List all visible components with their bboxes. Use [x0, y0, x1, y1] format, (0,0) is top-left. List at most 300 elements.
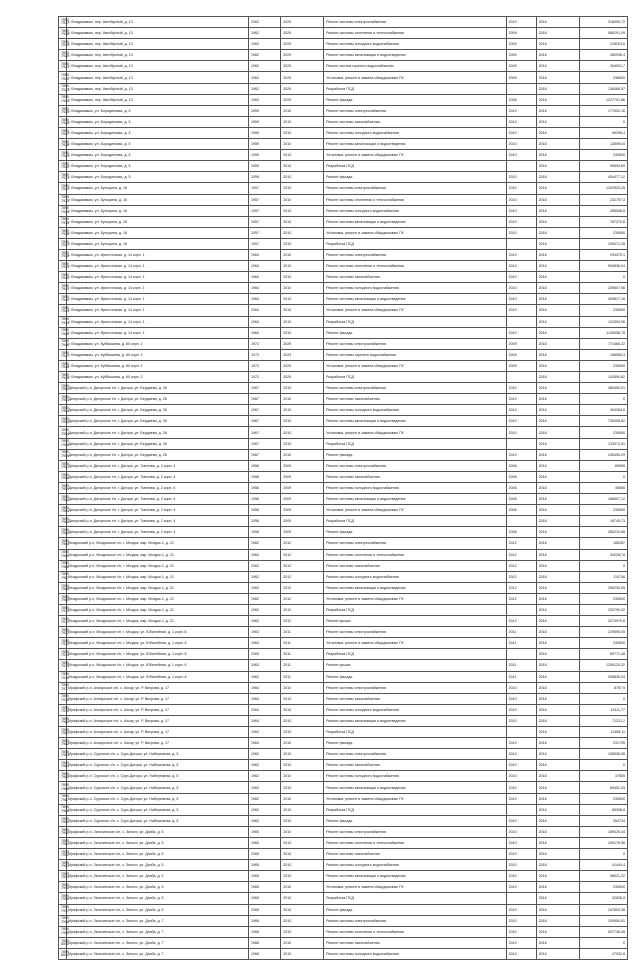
- build-year-cell: 1962: [249, 94, 281, 105]
- plan-year-cell: 2016: [536, 837, 579, 848]
- row-id-cell: 7890 7960: [59, 494, 67, 505]
- table-row: [59, 693, 628, 704]
- work-type-cell: Ремонт системы отопления и теплоснабжения: [324, 28, 507, 39]
- work-type-cell: Ремонт системы холодного водоснабжения: [324, 860, 507, 871]
- plan-start-cell: [506, 316, 536, 327]
- last-repair-year-cell: 2010: [281, 272, 324, 283]
- plan-year-cell: 2016: [536, 860, 579, 871]
- work-type-cell: Ремонт системы холодного водоснабжения: [324, 283, 507, 294]
- work-type-cell: Ремонт системы электроснабжения: [324, 826, 507, 837]
- build-year-cell: 1962: [249, 50, 281, 61]
- table-row: [59, 471, 628, 482]
- table-row: [59, 860, 628, 871]
- build-year-cell: 1965: [249, 860, 281, 871]
- work-type-cell: Ремонт системы холодного водоснабжения: [324, 482, 507, 493]
- last-repair-year-cell: 2029: [281, 372, 324, 383]
- build-year-cell: 1959: [249, 172, 281, 183]
- plan-year-cell: 2016: [536, 449, 579, 460]
- row-id-cell: 7890 7958: [59, 471, 67, 482]
- table-row: [59, 882, 628, 893]
- plan-start-cell: 2010: [506, 704, 536, 715]
- cost-cell: 0: [579, 849, 627, 860]
- address-cell: Ирафский р-н, Сурхское с/п, с. Сурх-Дигора, ул. Набережная, д. 5: [66, 815, 249, 826]
- cost-cell: 41444,4: [579, 860, 627, 871]
- plan-year-cell: 2016: [536, 804, 579, 815]
- address-cell: Дигорский р-н, Дигорское г/п, г. Дигора, ул. Бердиева, д. 26: [66, 427, 249, 438]
- plan-start-cell: 2010: [506, 782, 536, 793]
- plan-year-cell: 2016: [536, 139, 579, 150]
- plan-start-cell: 2011: [506, 660, 536, 671]
- row-id-cell: 7890 7969: [59, 593, 67, 604]
- work-type-cell: Ремонт системы газоснабжения: [324, 272, 507, 283]
- plan-start-cell: 2010: [506, 793, 536, 804]
- address-cell: Дигорский р-н, Дигорское г/п, г. Дигора, ул. Тменова, д. 2 корп. 4: [66, 460, 249, 471]
- build-year-cell: 1962: [249, 549, 281, 560]
- work-type-cell: Ремонт фасада: [324, 738, 507, 749]
- plan-year-cell: 2016: [536, 105, 579, 116]
- row-id-cell: 7890 7970: [59, 604, 67, 615]
- row-id-cell: 7890 7964: [59, 538, 67, 549]
- build-year-cell: 1965: [249, 826, 281, 837]
- table-row: [59, 161, 628, 172]
- work-type-cell: Разработка ПСД: [324, 83, 507, 94]
- work-type-cell: Ремонт системы электроснабжения: [324, 17, 507, 28]
- row-id-cell: 7890 7972: [59, 627, 67, 638]
- cost-cell: 280210,88: [579, 527, 627, 538]
- plan-year-cell: 2016: [536, 261, 579, 272]
- table-row: [59, 904, 628, 915]
- last-repair-year-cell: 2011: [281, 660, 324, 671]
- last-repair-year-cell: 2010: [281, 172, 324, 183]
- last-repair-year-cell: 2010: [281, 316, 324, 327]
- row-id-cell: 7890 7927: [59, 127, 67, 138]
- plan-start-cell: 2010: [506, 227, 536, 238]
- address-cell: г. Владикавказ, ул. Иристонская, д. 14 корп. 1: [66, 316, 249, 327]
- plan-year-cell: 2016: [536, 405, 579, 416]
- plan-year-cell: 2016: [536, 349, 579, 360]
- cost-cell: 264734: [579, 815, 627, 826]
- cost-cell: 1227701,86: [579, 94, 627, 105]
- work-type-cell: Разработка ПСД: [324, 161, 507, 172]
- table-row: [59, 593, 628, 604]
- cost-cell: 32836,9: [579, 893, 627, 904]
- work-type-cell: Ремонт системы канализации и водоотведения: [324, 582, 507, 593]
- cost-cell: 128594,6: [579, 139, 627, 150]
- plan-start-cell: 2010: [506, 194, 536, 205]
- address-cell: Ирафский р-н, Зильгинское с/п, с. Зильги, ул. Дзиба, д. 5: [66, 860, 249, 871]
- last-repair-year-cell: 2029: [281, 94, 324, 105]
- plan-start-cell: 2010: [506, 294, 536, 305]
- work-type-cell: Ремонт системы электроснабжения: [324, 749, 507, 760]
- cost-cell: 89771,48: [579, 649, 627, 660]
- table-row: [59, 238, 628, 249]
- cost-cell: 220790,02: [579, 604, 627, 615]
- cost-cell: 0: [579, 471, 627, 482]
- plan-start-cell: 2011: [506, 638, 536, 649]
- address-cell: г. Владикавказ, ул. Бородинская, д. 5: [66, 116, 249, 127]
- address-cell: Дигорский р-н, Дигорское г/п, г. Дигора, ул. Тменова, д. 2 корп. 4: [66, 471, 249, 482]
- plan-start-cell: 2006: [506, 460, 536, 471]
- table-row: [59, 28, 628, 39]
- address-cell: г. Владикавказ, пер. Автобусный, д. 13: [66, 39, 249, 50]
- last-repair-year-cell: 2010: [281, 782, 324, 793]
- last-repair-year-cell: 2010: [281, 948, 324, 959]
- build-year-cell: 1957: [249, 205, 281, 216]
- build-year-cell: 1963: [249, 627, 281, 638]
- work-type-cell: Ремонт крыши: [324, 616, 507, 627]
- plan-start-cell: [506, 727, 536, 738]
- address-cell: Ирафский р-н, Зильгинское с/п, с. Зильги, ул. Дзиба, д. 7: [66, 915, 249, 926]
- table-row: [59, 893, 628, 904]
- last-repair-year-cell: 2012: [281, 582, 324, 593]
- table-row: [59, 727, 628, 738]
- build-year-cell: 1967: [249, 416, 281, 427]
- plan-start-cell: [506, 516, 536, 527]
- cost-cell: 65605: [579, 460, 627, 471]
- plan-year-cell: 2016: [536, 671, 579, 682]
- row-id-cell: 7890 7978: [59, 693, 67, 704]
- last-repair-year-cell: 2029: [281, 50, 324, 61]
- work-type-cell: Ремонт системы холодного водоснабжения: [324, 405, 507, 416]
- build-year-cell: 1962: [249, 593, 281, 604]
- address-cell: г. Владикавказ, пер. Автобусный, д. 13: [66, 72, 249, 83]
- table-row: [59, 127, 628, 138]
- build-year-cell: 1957: [249, 216, 281, 227]
- work-type-cell: Установка, ремонт и замена общедомовых ПУ: [324, 882, 507, 893]
- build-year-cell: 1957: [249, 227, 281, 238]
- table-row: [59, 205, 628, 216]
- cost-cell: 230600: [579, 360, 627, 371]
- build-year-cell: 1962: [249, 604, 281, 615]
- plan-year-cell: 2016: [536, 116, 579, 127]
- work-type-cell: Ремонт системы отопления и теплоснабжения: [324, 837, 507, 848]
- address-cell: Ирафский р-н, Зильгинское с/п, с. Зильги, ул. Дзиба, д. 7: [66, 926, 249, 937]
- table-row: [59, 915, 628, 926]
- last-repair-year-cell: 2010: [281, 937, 324, 948]
- row-id-cell: 7890 7967: [59, 571, 67, 582]
- table-row: [59, 871, 628, 882]
- plan-year-cell: 2016: [536, 760, 579, 771]
- build-year-cell: 1964: [249, 283, 281, 294]
- table-row: [59, 738, 628, 749]
- address-cell: г. Владикавказ, ул. Бородинская, д. 5: [66, 105, 249, 116]
- table-row: [59, 39, 628, 50]
- address-cell: г. Владикавказ, ул. Куйбышева, д. 60 корп. 2: [66, 372, 249, 383]
- plan-start-cell: 2012: [506, 571, 536, 582]
- table-row: [59, 604, 628, 615]
- last-repair-year-cell: 2010: [281, 394, 324, 405]
- table-row: [59, 538, 628, 549]
- build-year-cell: 1962: [249, 28, 281, 39]
- address-cell: Моздокский р-н, Моздокское г/п, г. Моздок, мкр. Моздок-1, д. 21: [66, 593, 249, 604]
- build-year-cell: 1959: [249, 139, 281, 150]
- work-type-cell: Разработка ПСД: [324, 649, 507, 660]
- cost-cell: 177602,16: [579, 105, 627, 116]
- cost-cell: 230600: [579, 638, 627, 649]
- address-cell: Дигорский р-н, Дигорское г/п, г. Дигора, ул. Бердиева, д. 26: [66, 438, 249, 449]
- cost-cell: 0: [579, 937, 627, 948]
- last-repair-year-cell: 2029: [281, 338, 324, 349]
- work-type-cell: Ремонт системы канализации и водоотведения: [324, 715, 507, 726]
- row-id-cell: 7890 7932: [59, 183, 67, 194]
- address-cell: Моздокский р-н, Моздокское г/п, г. Моздок, мкр. Моздок-1, д. 21: [66, 549, 249, 560]
- row-id-cell: 7890 7948: [59, 360, 67, 371]
- build-year-cell: 1965: [249, 837, 281, 848]
- cost-cell: 0: [579, 272, 627, 283]
- row-id-cell: 7890 7966: [59, 560, 67, 571]
- table-row: [59, 482, 628, 493]
- build-year-cell: 1962: [249, 771, 281, 782]
- work-type-cell: Ремонт системы электроснабжения: [324, 383, 507, 394]
- plan-year-cell: 2016: [536, 94, 579, 105]
- address-cell: Ирафский р-н, Ахсаухское с/п, с. Ахсау, ул. Р. Вихрова, д. 17: [66, 693, 249, 704]
- row-id-cell: 7890 7931: [59, 172, 67, 183]
- plan-start-cell: 2010: [506, 937, 536, 948]
- build-year-cell: 1964: [249, 693, 281, 704]
- last-repair-year-cell: 2010: [281, 449, 324, 460]
- row-id-cell: 7890 7951: [59, 394, 67, 405]
- table-row: [59, 116, 628, 127]
- last-repair-year-cell: 2010: [281, 715, 324, 726]
- last-repair-year-cell: 2010: [281, 139, 324, 150]
- build-year-cell: 1956: [249, 494, 281, 505]
- plan-start-cell: 2006: [506, 94, 536, 105]
- plan-start-cell: 2009: [506, 50, 536, 61]
- cost-cell: 209950,81: [579, 915, 627, 926]
- row-id-cell: 7890 7980: [59, 715, 67, 726]
- cost-cell: 396836,04: [579, 671, 627, 682]
- cost-cell: 247853,38: [579, 904, 627, 915]
- plan-year-cell: 2016: [536, 39, 579, 50]
- plan-start-cell: 2009: [506, 338, 536, 349]
- row-id-cell: 7890 8000: [59, 937, 67, 948]
- plan-start-cell: 2010: [506, 915, 536, 926]
- address-cell: г. Владикавказ, ул. Бутырина, д. 16: [66, 216, 249, 227]
- row-id-cell: 7890 7982: [59, 738, 67, 749]
- address-cell: Ирафский р-н, Зильгинское с/п, с. Зильги, ул. Дзиба, д. 5: [66, 904, 249, 915]
- plan-year-cell: 2016: [536, 693, 579, 704]
- plan-start-cell: 2009: [506, 39, 536, 50]
- cost-cell: 296230,05: [579, 582, 627, 593]
- build-year-cell: 1965: [249, 893, 281, 904]
- last-repair-year-cell: 2010: [281, 249, 324, 260]
- last-repair-year-cell: 2010: [281, 849, 324, 860]
- cost-cell: 342287,6: [579, 549, 627, 560]
- work-type-cell: Ремонт системы канализации и водоотведения: [324, 50, 507, 61]
- last-repair-year-cell: 2009: [281, 527, 324, 538]
- cost-cell: 280936,4: [579, 50, 627, 61]
- table-row: [59, 704, 628, 715]
- work-type-cell: Ремонт крыши: [324, 660, 507, 671]
- work-type-cell: Ремонт системы газоснабжения: [324, 760, 507, 771]
- address-cell: г. Владикавказ, ул. Бородинская, д. 5: [66, 139, 249, 150]
- plan-start-cell: 2012: [506, 560, 536, 571]
- build-year-cell: 1964: [249, 305, 281, 316]
- build-year-cell: 1962: [249, 39, 281, 50]
- row-id-cell: 7890 7942: [59, 294, 67, 305]
- row-id-cell: 7890 7936: [59, 227, 67, 238]
- build-year-cell: 1962: [249, 560, 281, 571]
- cost-cell: 37655: [579, 771, 627, 782]
- table-row: [59, 948, 628, 959]
- work-type-cell: Разработка ПСД: [324, 604, 507, 615]
- row-id-cell: 7890 7930: [59, 161, 67, 172]
- table-row: [59, 804, 628, 815]
- table-row: [59, 627, 628, 638]
- table-row: [59, 782, 628, 793]
- cost-cell: 480450,01: [579, 383, 627, 394]
- row-id-cell: 7890 7944: [59, 316, 67, 327]
- table-row: [59, 837, 628, 848]
- plan-start-cell: 2010: [506, 948, 536, 959]
- last-repair-year-cell: 2010: [281, 738, 324, 749]
- plan-start-cell: 2006: [506, 471, 536, 482]
- address-cell: г. Владикавказ, ул. Иристонская, д. 14 корп. 1: [66, 327, 249, 338]
- plan-start-cell: 2010: [506, 17, 536, 28]
- plan-start-cell: 2010: [506, 261, 536, 272]
- last-repair-year-cell: 2029: [281, 39, 324, 50]
- work-type-cell: Ремонт фасада: [324, 327, 507, 338]
- address-cell: г. Владикавказ, ул. Бородинская, д. 5: [66, 161, 249, 172]
- build-year-cell: 1962: [249, 616, 281, 627]
- table-row: [59, 826, 628, 837]
- table-row: [59, 849, 628, 860]
- row-id-cell: 7890 7921: [59, 61, 67, 72]
- table-row: [59, 139, 628, 150]
- address-cell: Моздокский р-н, Моздокское г/п, г. Моздок, ул. Юбилейная, д. 1 корп. 6: [66, 649, 249, 660]
- plan-year-cell: 2016: [536, 815, 579, 826]
- table-row: [59, 150, 628, 161]
- build-year-cell: 1956: [249, 471, 281, 482]
- plan-year-cell: 2016: [536, 460, 579, 471]
- last-repair-year-cell: 2010: [281, 227, 324, 238]
- row-id-cell: 7890 7993: [59, 860, 67, 871]
- work-type-cell: Ремонт системы газоснабжения: [324, 693, 507, 704]
- address-cell: Моздокский р-н, Моздокское г/п, г. Моздок, ул. Юбилейная, д. 1 корп. 6: [66, 660, 249, 671]
- address-cell: г. Владикавказ, пер. Автобусный, д. 13: [66, 61, 249, 72]
- plan-year-cell: 2016: [536, 183, 579, 194]
- plan-year-cell: 2016: [536, 161, 579, 172]
- address-cell: г. Владикавказ, пер. Автобусный, д. 13: [66, 83, 249, 94]
- plan-start-cell: 2010: [506, 249, 536, 260]
- cost-cell: 1202920,25: [579, 183, 627, 194]
- last-repair-year-cell: 2010: [281, 205, 324, 216]
- work-type-cell: Установка, ремонт и замена общедомовых ПУ: [324, 505, 507, 516]
- address-cell: Ирафский р-н, Зильгинское с/п, с. Зильги, ул. Дзиба, д. 5: [66, 849, 249, 860]
- cost-cell: 189026,44: [579, 826, 627, 837]
- plan-year-cell: 2016: [536, 216, 579, 227]
- table-row: [59, 494, 628, 505]
- row-id-cell: 7890 7976: [59, 671, 67, 682]
- plan-start-cell: [506, 649, 536, 660]
- row-id-cell: 7890 7999: [59, 926, 67, 937]
- address-cell: г. Владикавказ, ул. Иристонская, д. 14 корп. 1: [66, 272, 249, 283]
- table-row: [59, 582, 628, 593]
- cost-cell: 294370,1: [579, 249, 627, 260]
- address-cell: Ирафский р-н, Сурхское с/п, с. Сурх-Дигора, ул. Набережная, д. 5: [66, 782, 249, 793]
- address-cell: г. Владикавказ, ул. Иристонская, д. 14 корп. 1: [66, 294, 249, 305]
- build-year-cell: 1959: [249, 127, 281, 138]
- row-id-cell: 7890 7956: [59, 449, 67, 460]
- table-row: [59, 61, 628, 72]
- build-year-cell: 1966: [249, 948, 281, 959]
- plan-start-cell: 2010: [506, 272, 536, 283]
- last-repair-year-cell: 2012: [281, 560, 324, 571]
- plan-year-cell: 2016: [536, 871, 579, 882]
- build-year-cell: 1959: [249, 150, 281, 161]
- build-year-cell: 1967: [249, 394, 281, 405]
- address-cell: Ирафский р-н, Зильгинское с/п, с. Зильги, ул. Дзиба, д. 5: [66, 837, 249, 848]
- row-id-cell: 7890 8001: [59, 948, 67, 959]
- work-type-cell: Ремонт системы горячего водоснабжения: [324, 349, 507, 360]
- cost-cell: 409817,16: [579, 294, 627, 305]
- work-type-cell: Установка, ремонт и замена общедомовых ПУ: [324, 427, 507, 438]
- plan-year-cell: 2016: [536, 238, 579, 249]
- build-year-cell: 1959: [249, 161, 281, 172]
- cost-cell: 89451,93: [579, 782, 627, 793]
- row-id-cell: 7890 7965: [59, 549, 67, 560]
- table-row: [59, 749, 628, 760]
- table-row: [59, 338, 628, 349]
- plan-year-cell: 2016: [536, 749, 579, 760]
- cost-cell: 245495,29: [579, 449, 627, 460]
- work-type-cell: Разработка ПСД: [324, 804, 507, 815]
- plan-year-cell: 2016: [536, 893, 579, 904]
- last-repair-year-cell: 2010: [281, 915, 324, 926]
- plan-start-cell: 2010: [506, 150, 536, 161]
- address-cell: г. Владикавказ, ул. Иристонская, д. 14 корп. 1: [66, 261, 249, 272]
- plan-start-cell: 2012: [506, 616, 536, 627]
- row-id-cell: 7890 7987: [59, 793, 67, 804]
- build-year-cell: 1962: [249, 83, 281, 94]
- work-type-cell: Ремонт системы холодного водоснабжения: [324, 704, 507, 715]
- table-row: [59, 394, 628, 405]
- row-id-cell: 7890 7952: [59, 405, 67, 416]
- table-row: [59, 793, 628, 804]
- cost-cell: 43111,77: [579, 704, 627, 715]
- table-row: [59, 172, 628, 183]
- address-cell: Ирафский р-н, Зильгинское с/п, с. Зильги, ул. Дзиба, д. 5: [66, 882, 249, 893]
- plan-start-cell: 2010: [506, 394, 536, 405]
- table-row: [59, 194, 628, 205]
- last-repair-year-cell: 2010: [281, 793, 324, 804]
- plan-year-cell: 2016: [536, 316, 579, 327]
- address-cell: г. Владикавказ, ул. Куйбышева, д. 60 корп. 2: [66, 349, 249, 360]
- plan-start-cell: 2010: [506, 283, 536, 294]
- table-row: [59, 316, 628, 327]
- plan-year-cell: 2016: [536, 372, 579, 383]
- table-row: [59, 427, 628, 438]
- table-row: [59, 72, 628, 83]
- address-cell: Моздокский р-н, Моздокское г/п, г. Моздок, ул. Юбилейная, д. 1 корп. 6: [66, 638, 249, 649]
- plan-start-cell: 2010: [506, 139, 536, 150]
- table-row: [59, 438, 628, 449]
- last-repair-year-cell: 2029: [281, 72, 324, 83]
- address-cell: Ирафский р-н, Зильгинское с/п, с. Зильги, ул. Дзиба, д. 7: [66, 948, 249, 959]
- address-cell: Моздокский р-н, Моздокское г/п, г. Моздок, мкр. Моздок-1, д. 21: [66, 604, 249, 615]
- table-row: [59, 715, 628, 726]
- cost-cell: 3274970,6: [579, 616, 627, 627]
- work-type-cell: Установка, ремонт и замена общедомовых ПУ: [324, 227, 507, 238]
- table-row: [59, 926, 628, 937]
- row-id-cell: 7890 7983: [59, 749, 67, 760]
- plan-year-cell: 2016: [536, 127, 579, 138]
- table-row: [59, 638, 628, 649]
- last-repair-year-cell: 2010: [281, 216, 324, 227]
- work-type-cell: Ремонт фасада: [324, 671, 507, 682]
- address-cell: Ирафский р-н, Ахсаухское с/п, с. Ахсау, ул. Р. Вихрова, д. 17: [66, 738, 249, 749]
- work-type-cell: Ремонт системы газоснабжения: [324, 471, 507, 482]
